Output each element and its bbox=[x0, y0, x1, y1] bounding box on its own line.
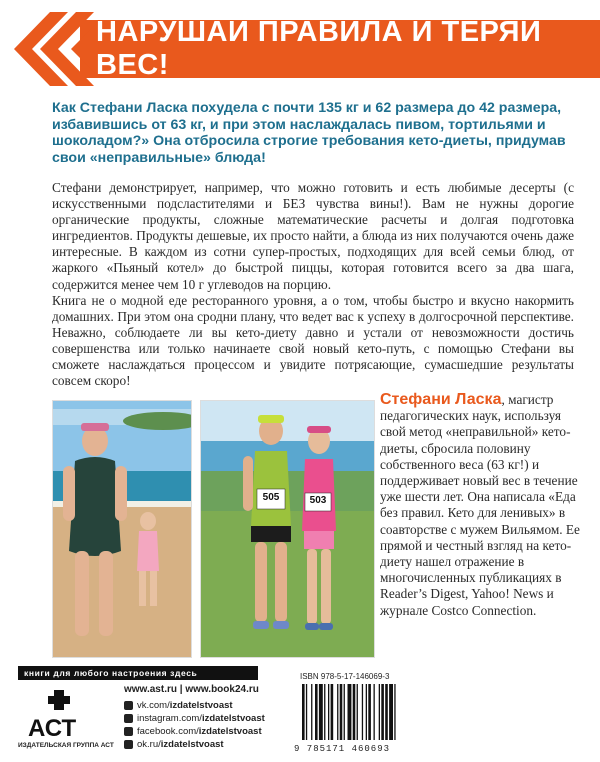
vk-icon bbox=[124, 701, 133, 710]
isbn-label: ISBN 978-5-17-146069-3 bbox=[300, 672, 390, 681]
title-banner bbox=[0, 12, 600, 86]
lead-paragraph: Как Стефани Ласка похудела с почти 135 кг и 62 размера до 42 размера, избавившись от 63 кг, и при этом наслаждалась пивом, тортильями и шоколадом?» Она отбросила строгие требования кето-диеты, придумав свои «неправильные» блюда! bbox=[52, 100, 566, 166]
facebook-icon bbox=[124, 727, 133, 736]
description-paragraph-2: Книга не о модной еде ресторанного уровня, а о том, чтобы быстро и вкусно накормить домашних. При этом она сродни плану, что ведет вас к успеху в долгосрочной перспективе. Неважно, соблюдаете ли вы кето-диету давно и устали от невозможности достичь совершенства или только начинаете свой новый кето-путь, с помощью Стефани вы сможете наслаждаться процессом и увидите потрясающие, сумасшедшие результаты совсем скоро! bbox=[52, 292, 574, 389]
banner-title: НАРУШАЙ ПРАВИЛА И ТЕРЯЙ ВЕС! bbox=[96, 16, 542, 81]
barcode bbox=[300, 684, 424, 742]
race-bib-2: 503 bbox=[309, 495, 327, 506]
instagram-icon bbox=[124, 714, 133, 723]
social-link-ok[interactable]: ok.ru/ izdatelstvoast bbox=[124, 738, 265, 751]
author-bio bbox=[380, 392, 584, 619]
description-paragraph-1: Стефани демонстрирует, например, что можно готовить и есть любимые десерты (с искусственными подсластителями и БЕЗ чувства вины!). Вам не нужны дорогие органические продукты, сложные математические расчеты и долгая подготовка ингредиентов. Продукты дешевые, их просто найти, а блюда из них получаются очень даже интересные. В каждом из сотни супер-простых, подходящих для всей семьи блюд, от жаркого «Пьяный котел» до быстрой пиццы, которая готовится всего за два шага, содержится менее чем 10 г углеводов на порцию. bbox=[52, 180, 574, 292]
author-bio-text: , магистр педагогических наук, используя свой метод «неправильной» кето-диеты, сбросила половину собственного веса (63 кг!) и поддерживает новый вес в течение уже шести лет. Она написала «Еда без правил. Кето для ленивых» в соавторстве с мужем Вильямом. Ее прямой и честный взгляд на кето-диету нашел отражение в многочисленных публикациях в Reader’s Digest, Yahoo! News и журнале Costco Connection. bbox=[380, 392, 580, 618]
after-photo bbox=[200, 400, 375, 658]
race-bib-1: 505 bbox=[262, 492, 280, 503]
before-photo bbox=[52, 400, 192, 658]
author-name: Стефани Ласка bbox=[380, 391, 502, 408]
publisher-links bbox=[124, 684, 265, 751]
barcode-digits: 9 785171 460693 bbox=[294, 744, 391, 754]
social-link-facebook[interactable]: facebook.com/ izdatelstvoast bbox=[124, 725, 265, 738]
publisher-sites[interactable]: www.ast.ru | www.book24.ru bbox=[124, 684, 259, 695]
social-link-instagram[interactable]: instagram.com/ izdatelstvoast bbox=[124, 712, 265, 725]
ast-logo-text: АСТ bbox=[28, 715, 77, 742]
social-link-vk[interactable]: vk.com/ izdatelstvoast bbox=[124, 699, 265, 712]
publisher-tagline: книги для любого настроения здесь bbox=[18, 666, 258, 680]
ok-icon bbox=[124, 740, 133, 749]
ast-logo bbox=[20, 686, 110, 746]
publisher-group-caption: ИЗДАТЕЛЬСКАЯ ГРУППА АСТ bbox=[18, 742, 114, 749]
description bbox=[52, 180, 574, 389]
